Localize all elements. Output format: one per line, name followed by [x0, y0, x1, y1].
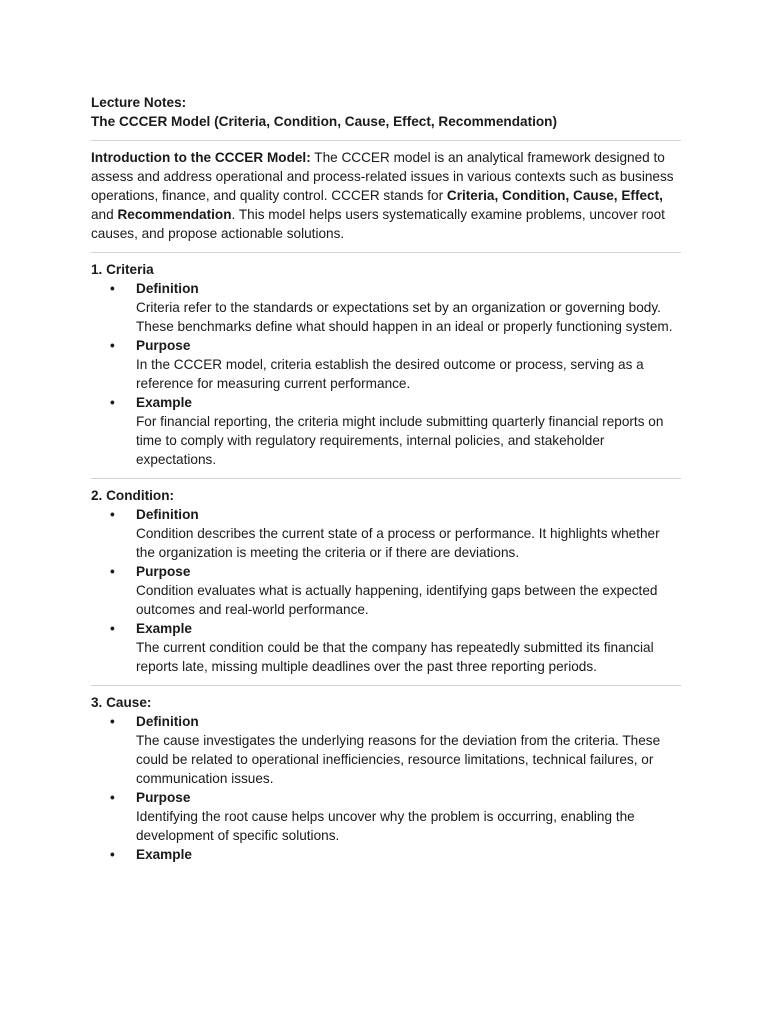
list-item: [110, 336, 681, 393]
item-text: In the CCCER model, criteria establish the desired outcome or process, serving as a reference for measuring current performance.: [136, 357, 644, 391]
section-items: [91, 279, 681, 469]
item-label: Example: [136, 621, 192, 636]
list-item: [110, 505, 681, 562]
document-content: [91, 93, 681, 864]
list-item: [110, 788, 681, 845]
section-title: 2. Condition:: [91, 488, 175, 503]
bullet: •: [110, 714, 115, 729]
intro-bold-2: Recommendation: [117, 207, 232, 222]
item-text: The current condition could be that the company has repeatedly submitted its financial reports late, missing multiple deadlines over the past three reporting periods.: [136, 640, 654, 674]
bullet: •: [110, 338, 115, 353]
document-title: The CCCER Model (Criteria, Condition, Cause, Effect, Recommendation): [91, 114, 558, 129]
bullet: •: [110, 564, 115, 579]
intro-paragraph: [91, 148, 681, 243]
bullet: •: [110, 507, 115, 522]
list-item: [110, 712, 681, 788]
section-title: 3. Cause:: [91, 695, 152, 710]
list-item: [110, 562, 681, 619]
list-item: [110, 393, 681, 469]
bullet: •: [110, 395, 115, 410]
item-text: The cause investigates the underlying reasons for the deviation from the criteria. These could be related to operational inefficiencies, resource limitations, technical failures, or communication issues.: [136, 733, 661, 786]
item-label: Example: [136, 847, 192, 862]
item-label: Definition: [136, 507, 199, 522]
item-text: For financial reporting, the criteria might include submitting quarterly financial reports on time to comply with regulatory requirements, internal policies, and stakeholder expectations.: [136, 414, 664, 467]
divider: [91, 685, 681, 686]
item-label: Purpose: [136, 790, 191, 805]
item-label: Definition: [136, 281, 199, 296]
item-text: Identifying the root cause helps uncover why the problem is occurring, enabling the development of specific solutions.: [136, 809, 635, 843]
item-label: Definition: [136, 714, 199, 729]
bullet: •: [110, 847, 115, 862]
divider: [91, 140, 681, 141]
intro-lead: Introduction to the CCCER Model:: [91, 150, 311, 165]
divider: [91, 478, 681, 479]
bullet: •: [110, 790, 115, 805]
section-title: 1. Criteria: [91, 262, 154, 277]
list-item: [110, 845, 681, 864]
item-text: Condition describes the current state of a process or performance. It highlights whether the organization is meeting the criteria or if there are deviations.: [136, 526, 660, 560]
bullet: •: [110, 621, 115, 636]
list-item: [110, 619, 681, 676]
bullet: •: [110, 281, 115, 296]
item-label: Purpose: [136, 564, 191, 579]
section-cause: [91, 693, 681, 864]
intro-text-3: . This model helps users systematically examine problems, uncover root causes, and propose actionable solutions.: [91, 207, 665, 241]
header-line-1: Lecture Notes:: [91, 95, 187, 110]
item-text: Condition evaluates what is actually happening, identifying gaps between the expected outcomes and real-world performance.: [136, 583, 658, 617]
section-items: [91, 712, 681, 864]
item-text: Criteria refer to the standards or expectations set by an organization or governing body. These benchmarks define what should happen in an ideal or properly functioning system.: [136, 300, 673, 334]
section-items: [91, 505, 681, 676]
intro-text-2: and: [91, 207, 118, 222]
divider: [91, 252, 681, 253]
item-label: Purpose: [136, 338, 191, 353]
intro-bold-1: Criteria, Condition, Cause, Effect,: [446, 188, 663, 203]
section-condition: [91, 486, 681, 676]
item-label: Example: [136, 395, 192, 410]
section-criteria: [91, 260, 681, 469]
list-item: [110, 279, 681, 336]
intro-text-1: The CCCER model is an analytical framework designed to assess and address operational and process-related issues in various contexts such as business operations, finance, and quality control. CCCER stands for: [91, 150, 674, 203]
